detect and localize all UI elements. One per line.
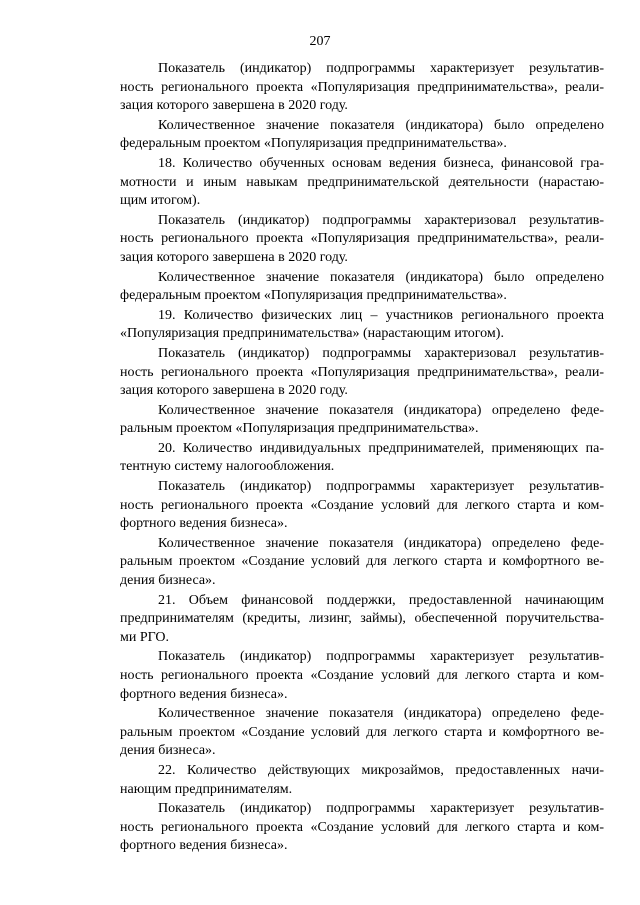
text-line: Показатель (индикатор) подпрограммы характеризовал результатив-: [158, 212, 604, 228]
text-line: Показатель (индикатор) подпрограммы характеризовал результатив-: [158, 345, 604, 361]
text-line: ность регионального проекта «Создание условий для легкого старта и ком-: [120, 668, 604, 683]
text-line: зация которого завершена в 2020 году.: [120, 249, 348, 265]
text-line: «Популяризация предпринимательства» (нарастающим итогом).: [120, 326, 504, 342]
text-line: ральным проектом «Создание условий для легкого старта и комфортного ве-: [120, 724, 604, 740]
text-line: дения бизнеса».: [120, 573, 216, 589]
text-line: 19. Количество физических лиц – участников регионального проекта: [158, 307, 604, 323]
paragraph: [120, 592, 604, 648]
text-line: фортного ведения бизнеса».: [120, 516, 288, 532]
text-line: Показатель (индикатор) подпрограммы характеризует результатив-: [158, 479, 604, 495]
paragraph: [120, 800, 604, 856]
text-line: Показатель (индикатор) подпрограммы характеризует результатив-: [158, 61, 604, 76]
text-line: щим итогом).: [120, 193, 201, 209]
paragraph: [120, 762, 604, 799]
text-line: ность регионального проекта «Популяризация предпринимательства», реали-: [120, 364, 604, 380]
document-body: [120, 60, 604, 857]
text-line: Количественное значение показателя (индикатора) определено феде-: [158, 402, 604, 418]
text-line: фортного ведения бизнеса».: [120, 838, 288, 854]
text-line: федеральным проектом «Популяризация предпринимательства».: [120, 136, 507, 152]
paragraph: [120, 402, 604, 439]
text-line: зация которого завершена в 2020 году.: [120, 98, 348, 114]
paragraph: [120, 60, 604, 116]
text-line: тентную систему налогообложения.: [120, 459, 335, 475]
text-line: нающим предпринимателям.: [120, 781, 293, 797]
paragraph: [120, 705, 604, 761]
paragraph: [120, 269, 604, 306]
text-line: федеральным проектом «Популяризация предпринимательства».: [120, 288, 507, 304]
text-line: Показатель (индикатор) подпрограммы характеризует результатив-: [158, 649, 604, 665]
paragraph: [120, 117, 604, 154]
text-line: 22. Количество действующих микрозаймов, предоставленных начи-: [158, 762, 604, 778]
text-line: ность регионального проекта «Создание условий для легкого старта и ком-: [120, 819, 604, 835]
text-line: ность регионального проекта «Создание условий для легкого старта и ком-: [120, 497, 604, 513]
text-line: дения бизнеса».: [120, 743, 216, 759]
text-line: 18. Количество обученных основам ведения бизнеса, финансовой гра-: [158, 155, 604, 171]
text-line: Количественное значение показателя (индикатора) определено феде-: [158, 706, 604, 722]
text-line: ность регионального проекта «Популяризация предпринимательства», реали-: [120, 79, 604, 95]
text-line: фортного ведения бизнеса».: [120, 686, 288, 702]
text-line: ность регионального проекта «Популяризация предпринимательства», реали-: [120, 231, 604, 247]
paragraph: [120, 440, 604, 477]
paragraph: [120, 478, 604, 534]
text-line: Количественное значение показателя (индикатора) было определено: [158, 117, 604, 133]
paragraph: [120, 345, 604, 401]
text-line: Количественное значение показателя (индикатора) определено феде-: [158, 535, 604, 551]
paragraph: [120, 307, 604, 344]
text-line: предпринимателям (кредиты, лизинг, займы), обеспеченной поручительства-: [120, 611, 604, 627]
paragraph: [120, 155, 604, 211]
paragraph: [120, 648, 604, 704]
text-line: Показатель (индикатор) подпрограммы характеризует результатив-: [158, 801, 604, 817]
text-line: ральным проектом «Создание условий для легкого старта и комфортного ве-: [120, 554, 604, 570]
text-line: ральным проектом «Популяризация предпринимательства».: [120, 421, 479, 437]
paragraph: [120, 535, 604, 591]
page-number: 207: [309, 34, 331, 49]
text-line: мотности и иным навыкам предпринимательской деятельности (нарастаю-: [120, 174, 604, 190]
text-line: 20. Количество индивидуальных предпринимателей, применяющих па-: [158, 440, 604, 456]
text-line: Количественное значение показателя (индикатора) было определено: [158, 269, 604, 285]
text-line: зация которого завершена в 2020 году.: [120, 383, 348, 399]
paragraph: [120, 212, 604, 268]
text-line: ми РГО.: [120, 629, 169, 645]
text-line: 21. Объем финансовой поддержки, предоставленной начинающим: [158, 592, 604, 608]
